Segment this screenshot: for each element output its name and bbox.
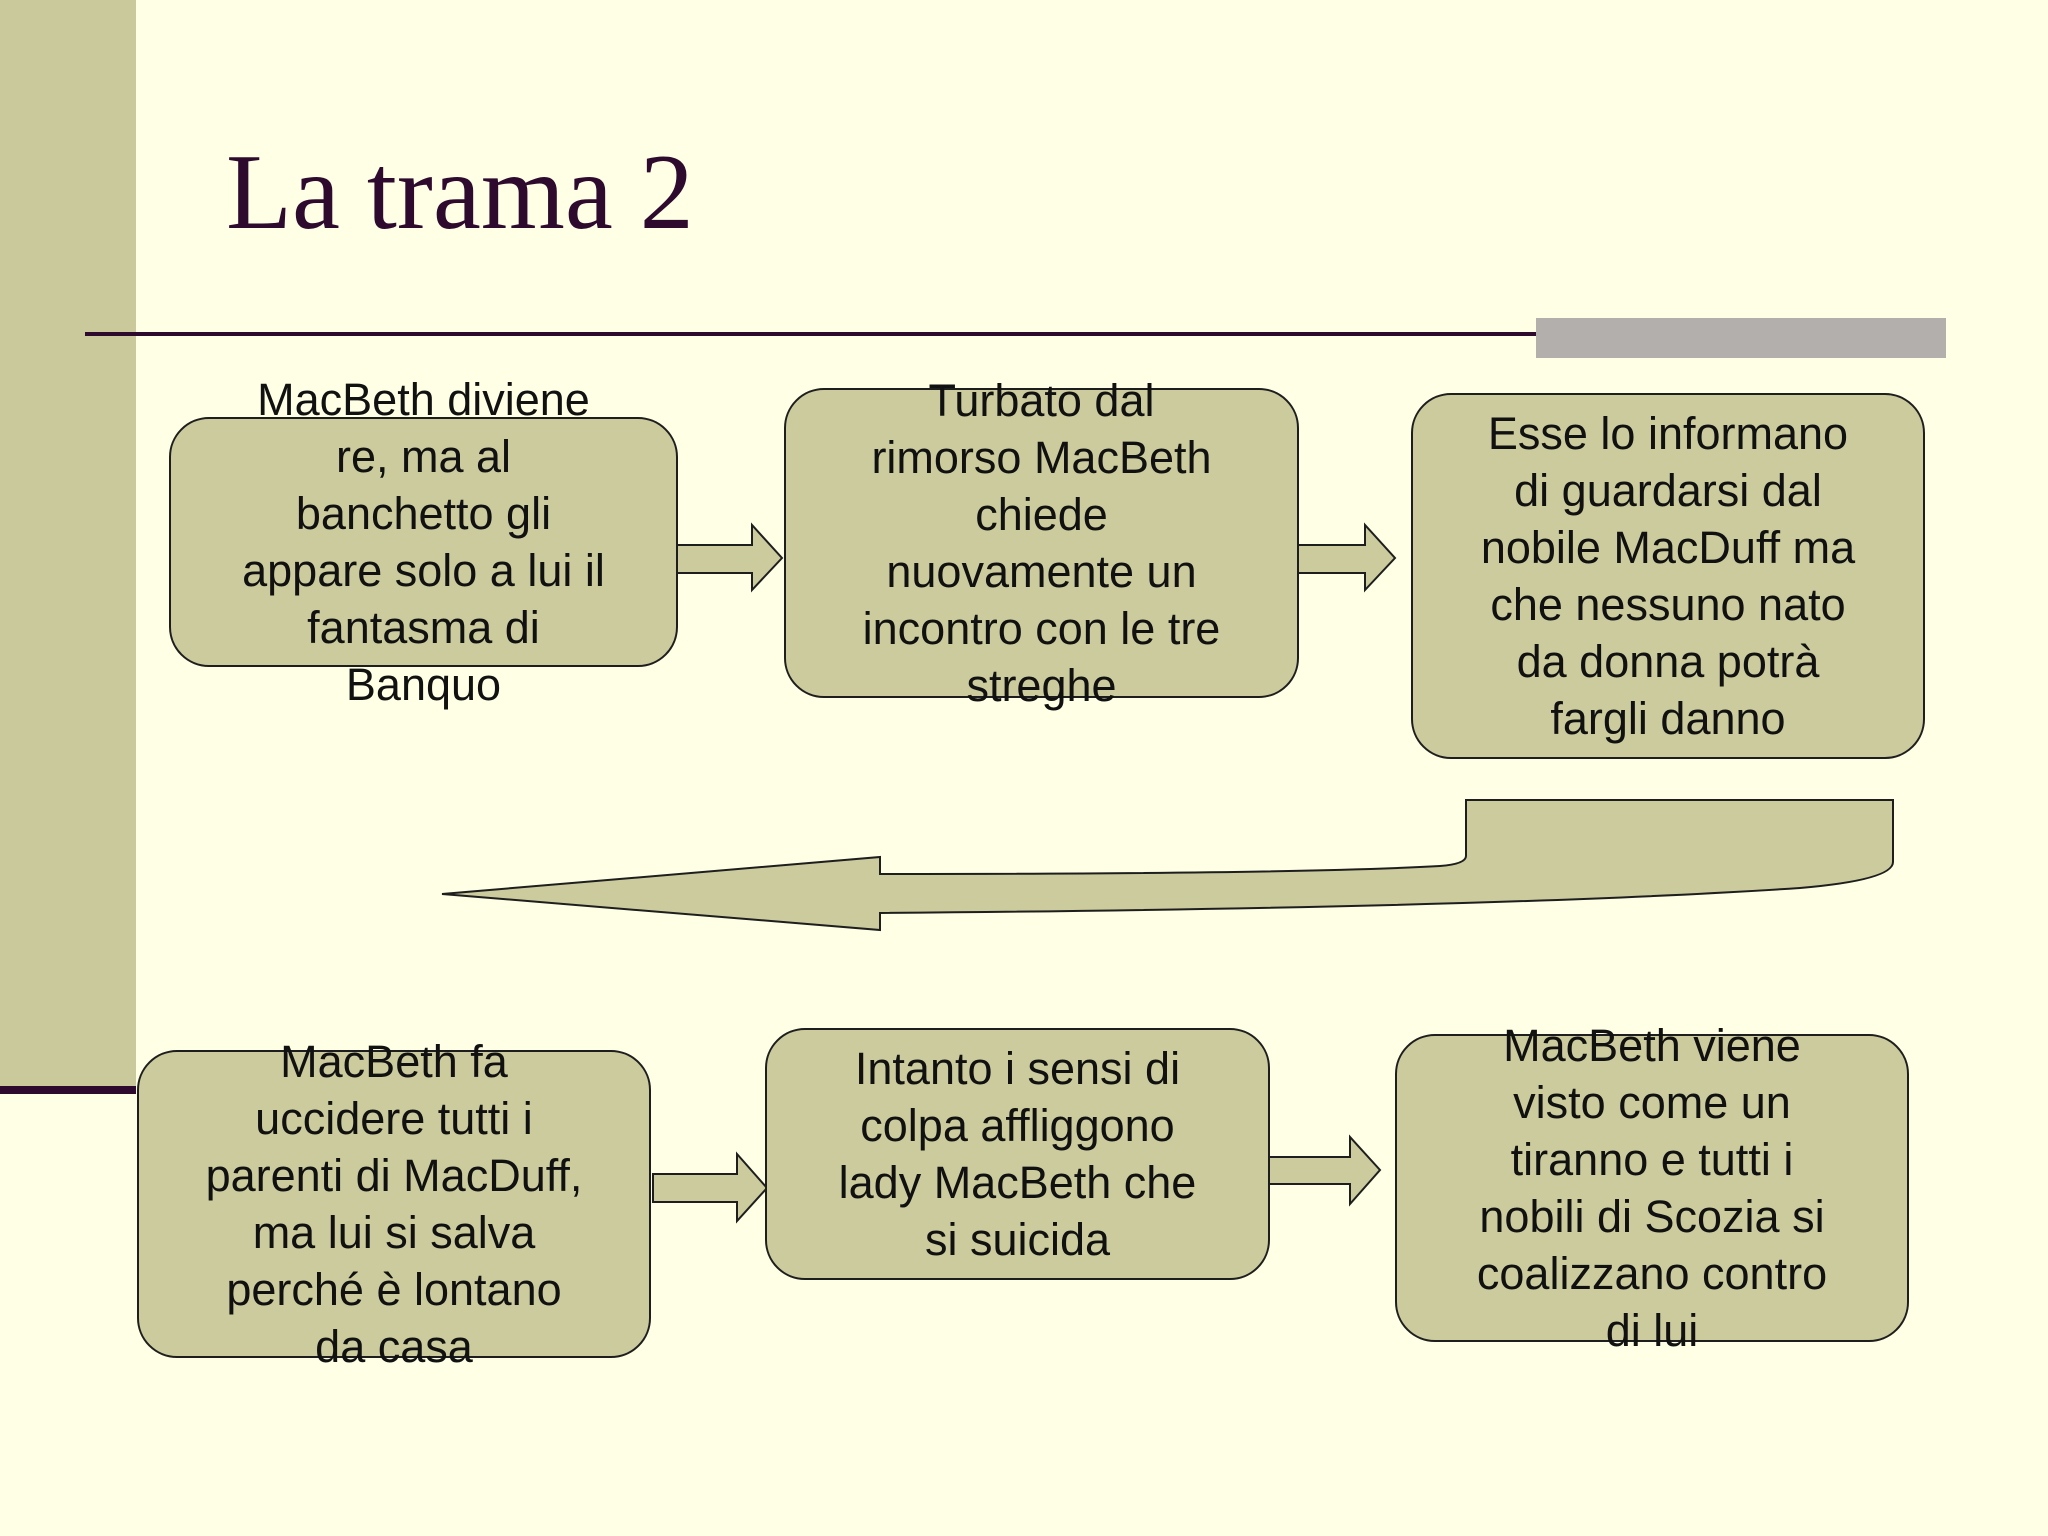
flow-step-4-text: MacBeth fa uccidere tutti i parenti di MacDuff, ma lui si salva perché è lontano da casa: [205, 1036, 583, 1372]
flow-step-2-text: Turbato dal rimorso MacBeth chiede nuovamente un incontro con le tre streghe: [862, 375, 1221, 711]
arrow-step1-to-step2: [670, 525, 782, 590]
flow-step-5: [765, 1028, 1270, 1280]
flow-step-3-text: Esse lo informano di guardarsi dal nobile MacDuff ma che nessuno nato da donna potrà fargli danno: [1480, 408, 1856, 744]
slide-title: La trama 2: [226, 133, 694, 252]
flow-step-5-text: Intanto i sensi di colpa affliggono lady MacBeth che si suicida: [838, 1043, 1197, 1265]
flow-step-6: [1395, 1020, 1909, 1356]
flow-step-6-text: MacBeth viene visto come un tiranno e tutti i nobili di Scozia si coalizzano contro di lui: [1476, 1020, 1828, 1356]
flow-step-4: [137, 1036, 651, 1372]
flow-step-1: [169, 374, 678, 710]
flow-step-3: [1411, 393, 1925, 759]
arrow-step5-to-step6: [1266, 1137, 1380, 1204]
flow-step-2: [784, 375, 1299, 711]
arrow-step4-to-step5: [653, 1154, 767, 1221]
arrow-step3-to-step4: [442, 800, 1893, 930]
flow-step-1-text: MacBeth diviene re, ma al banchetto gli appare solo a lui il fantasma di Banquo: [242, 374, 605, 710]
